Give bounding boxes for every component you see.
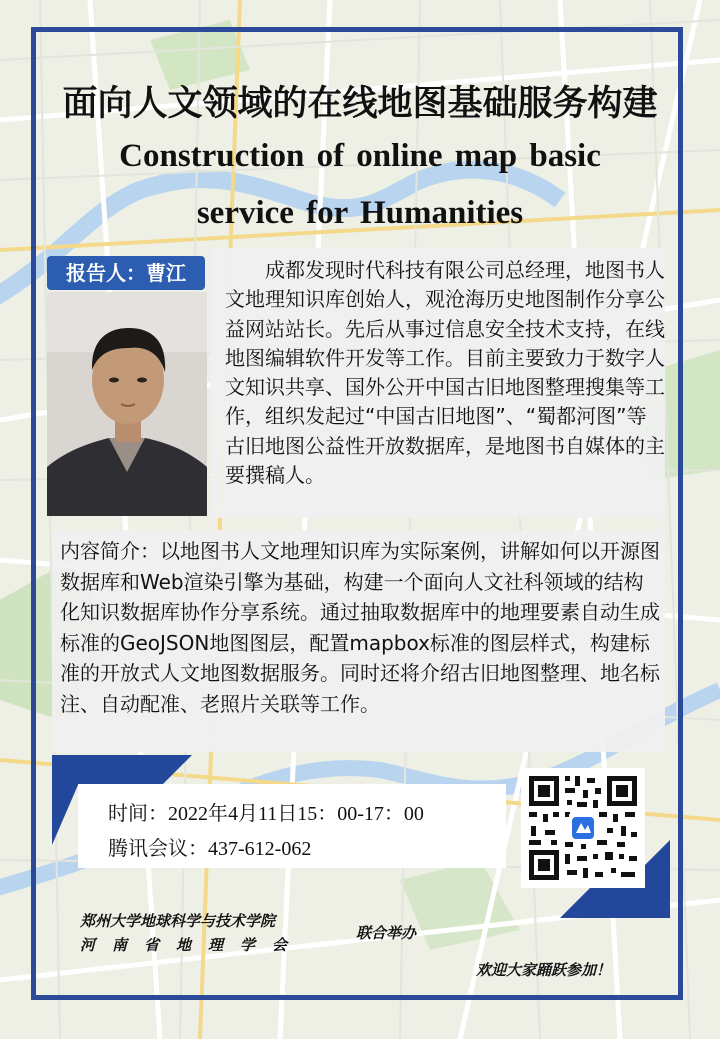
intro-text: 内容简介：以地图书人文地理知识库为实际案例，讲解如何以开源图数据库和Web渲染引擎为基础，构建一个面向人文社科领域的结构化知识数据库协作分享系统。通过抽取数据库中的地理要素自动生成标准的GeoJSON地图图层，配置mapbox标准的图层样式，构建标准的开放式人文地图数据服务。同时还将介绍古旧地图整理、地名标注、自动配准、老照片关联等工作。	[60, 539, 660, 716]
speaker-bio: 成都发现时代科技有限公司总经理，地图书人文地理知识库创始人，观沧海历史地图制作分享公益网站站长。先后从事过信息安全技术支持，在线地图编辑软件开发等工作。目前主要致力于数字人文知识共享、国外公开中国古旧地图整理搜集等工作，组织发起过“中国古旧地图”、“蜀都河图”等古旧地图公益性开放数据库，是地图书自媒体的主要撰稿人。	[225, 258, 665, 488]
speaker-badge: 报告人：曹江	[47, 256, 205, 290]
title-english-line1: Construction of online map basic	[119, 138, 601, 174]
speaker-photo	[47, 292, 207, 516]
qr-code-icon	[521, 768, 645, 888]
event-time: 时间：2022年4月11日15：00-17：00	[108, 803, 424, 825]
organizer-society: 河南省地理学会	[80, 936, 305, 954]
title-english-line2: service for Humanities	[196, 195, 524, 231]
welcome-text: 欢迎大家踊跃参加！	[476, 961, 612, 979]
corner-decoration-top	[52, 755, 192, 785]
organizer-university: 郑州大学地球科学与技术学院	[80, 912, 276, 930]
event-meeting-id: 腾讯会议：437-612-062	[108, 838, 312, 860]
joint-host-label: 联合举办	[356, 924, 417, 942]
title-chinese: 面向人文领域的在线地图基础服务构建	[62, 84, 658, 124]
